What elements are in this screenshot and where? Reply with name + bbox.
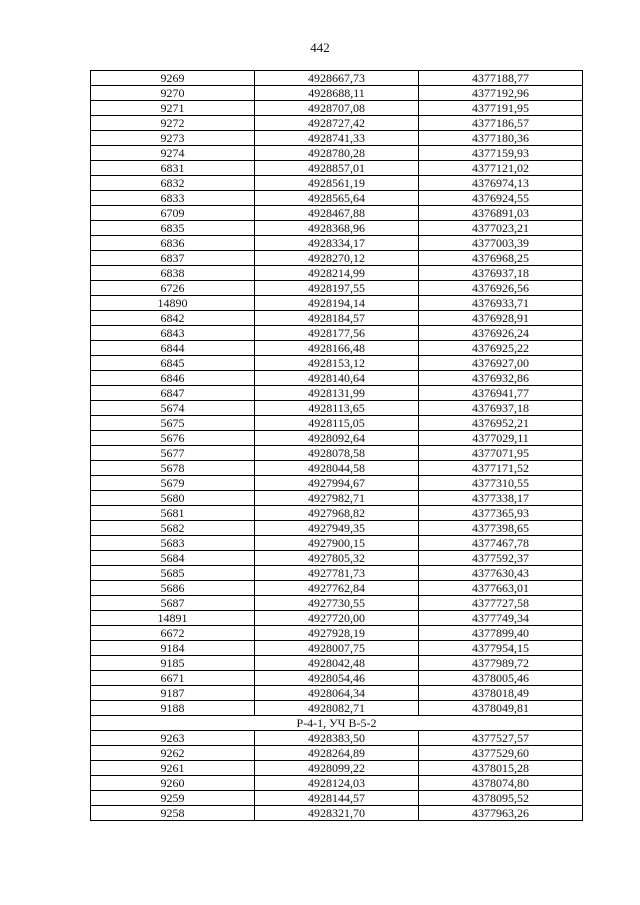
x-coordinate-cell: 4928042,48 [255, 656, 419, 671]
y-coordinate-cell: 4377727,58 [419, 596, 583, 611]
y-coordinate-cell: 4376924,55 [419, 191, 583, 206]
x-coordinate-cell: 4928334,17 [255, 236, 419, 251]
x-coordinate-cell: 4928565,64 [255, 191, 419, 206]
table-row [91, 116, 583, 131]
y-coordinate-cell: 4378074,80 [419, 776, 583, 791]
x-coordinate-cell: 4928561,19 [255, 176, 419, 191]
table-row [91, 566, 583, 581]
point-number-cell: 9272 [91, 116, 255, 131]
y-coordinate-cell: 4376937,18 [419, 266, 583, 281]
y-coordinate-cell: 4377338,17 [419, 491, 583, 506]
table-row [91, 266, 583, 281]
point-number-cell: 5684 [91, 551, 255, 566]
point-number-cell: 9269 [91, 71, 255, 86]
table-row [91, 326, 583, 341]
x-coordinate-cell: 4928078,58 [255, 446, 419, 461]
x-coordinate-cell: 4928044,58 [255, 461, 419, 476]
table-row [91, 761, 583, 776]
table-row [91, 491, 583, 506]
x-coordinate-cell: 4928467,88 [255, 206, 419, 221]
y-coordinate-cell: 4377592,37 [419, 551, 583, 566]
y-coordinate-cell: 4377749,34 [419, 611, 583, 626]
x-coordinate-cell: 4928124,03 [255, 776, 419, 791]
x-coordinate-cell: 4928321,70 [255, 806, 419, 821]
point-number-cell: 9273 [91, 131, 255, 146]
point-number-cell: 6845 [91, 356, 255, 371]
point-number-cell: 9274 [91, 146, 255, 161]
y-coordinate-cell: 4377630,43 [419, 566, 583, 581]
table-row [91, 701, 583, 716]
x-coordinate-cell: 4927781,73 [255, 566, 419, 581]
y-coordinate-cell: 4377180,36 [419, 131, 583, 146]
y-coordinate-cell: 4377529,60 [419, 746, 583, 761]
point-number-cell: 5686 [91, 581, 255, 596]
point-number-cell: 5675 [91, 416, 255, 431]
x-coordinate-cell: 4928197,55 [255, 281, 419, 296]
table-row [91, 746, 583, 761]
point-number-cell: 5685 [91, 566, 255, 581]
point-number-cell: 6832 [91, 176, 255, 191]
point-number-cell: 5678 [91, 461, 255, 476]
point-number-cell: 6838 [91, 266, 255, 281]
section-row [91, 716, 583, 731]
table-row [91, 311, 583, 326]
table-row [91, 161, 583, 176]
y-coordinate-cell: 4376926,24 [419, 326, 583, 341]
table-row [91, 641, 583, 656]
point-number-cell: 5687 [91, 596, 255, 611]
x-coordinate-cell: 4928064,34 [255, 686, 419, 701]
x-coordinate-cell: 4927968,82 [255, 506, 419, 521]
x-coordinate-cell: 4927994,67 [255, 476, 419, 491]
x-coordinate-cell: 4928264,89 [255, 746, 419, 761]
y-coordinate-cell: 4377188,77 [419, 71, 583, 86]
y-coordinate-cell: 4377527,57 [419, 731, 583, 746]
x-coordinate-cell: 4928115,05 [255, 416, 419, 431]
table-row [91, 176, 583, 191]
point-number-cell: 14891 [91, 611, 255, 626]
y-coordinate-cell: 4377192,96 [419, 86, 583, 101]
point-number-cell: 9263 [91, 731, 255, 746]
table-row [91, 626, 583, 641]
point-number-cell: 9259 [91, 791, 255, 806]
y-coordinate-cell: 4377171,52 [419, 461, 583, 476]
table-row [91, 551, 583, 566]
y-coordinate-cell: 4376891,03 [419, 206, 583, 221]
x-coordinate-cell: 4928214,99 [255, 266, 419, 281]
y-coordinate-cell: 4376968,25 [419, 251, 583, 266]
table-row [91, 206, 583, 221]
table-row [91, 101, 583, 116]
point-number-cell: 6672 [91, 626, 255, 641]
table-row [91, 446, 583, 461]
point-number-cell: 6844 [91, 341, 255, 356]
y-coordinate-cell: 4377191,95 [419, 101, 583, 116]
table-row [91, 86, 583, 101]
table-row [91, 131, 583, 146]
point-number-cell: 9261 [91, 761, 255, 776]
point-number-cell: 6847 [91, 386, 255, 401]
point-number-cell: 6837 [91, 251, 255, 266]
section-title: Р-4-1, УЧ В-5-2 [91, 716, 583, 731]
table-row [91, 581, 583, 596]
x-coordinate-cell: 4928054,46 [255, 671, 419, 686]
section-header [91, 716, 583, 731]
table-row [91, 416, 583, 431]
x-coordinate-cell: 4927730,55 [255, 596, 419, 611]
point-number-cell: 14890 [91, 296, 255, 311]
y-coordinate-cell: 4377186,57 [419, 116, 583, 131]
y-coordinate-cell: 4376952,21 [419, 416, 583, 431]
y-coordinate-cell: 4377029,11 [419, 431, 583, 446]
point-number-cell: 9262 [91, 746, 255, 761]
y-coordinate-cell: 4376925,22 [419, 341, 583, 356]
table-row [91, 221, 583, 236]
table-row [91, 71, 583, 86]
x-coordinate-cell: 4928184,57 [255, 311, 419, 326]
coordinates-table-body-a [91, 71, 583, 716]
x-coordinate-cell: 4928667,73 [255, 71, 419, 86]
y-coordinate-cell: 4378095,52 [419, 791, 583, 806]
point-number-cell: 9184 [91, 641, 255, 656]
y-coordinate-cell: 4377310,55 [419, 476, 583, 491]
point-number-cell: 5679 [91, 476, 255, 491]
y-coordinate-cell: 4376926,56 [419, 281, 583, 296]
y-coordinate-cell: 4376932,86 [419, 371, 583, 386]
point-number-cell: 6842 [91, 311, 255, 326]
x-coordinate-cell: 4928383,50 [255, 731, 419, 746]
table-row [91, 146, 583, 161]
point-number-cell: 9185 [91, 656, 255, 671]
y-coordinate-cell: 4377071,95 [419, 446, 583, 461]
x-coordinate-cell: 4928688,11 [255, 86, 419, 101]
y-coordinate-cell: 4378018,49 [419, 686, 583, 701]
table-row [91, 611, 583, 626]
point-number-cell: 5674 [91, 401, 255, 416]
point-number-cell: 6835 [91, 221, 255, 236]
x-coordinate-cell: 4927949,35 [255, 521, 419, 536]
table-row [91, 191, 583, 206]
x-coordinate-cell: 4928092,64 [255, 431, 419, 446]
x-coordinate-cell: 4927982,71 [255, 491, 419, 506]
point-number-cell: 5677 [91, 446, 255, 461]
page-number: 442 [310, 40, 330, 55]
table-row [91, 521, 583, 536]
x-coordinate-cell: 4928082,71 [255, 701, 419, 716]
y-coordinate-cell: 4376941,77 [419, 386, 583, 401]
x-coordinate-cell: 4928727,42 [255, 116, 419, 131]
y-coordinate-cell: 4377899,40 [419, 626, 583, 641]
table-row [91, 356, 583, 371]
x-coordinate-cell: 4928177,56 [255, 326, 419, 341]
point-number-cell: 6709 [91, 206, 255, 221]
table-row [91, 401, 583, 416]
x-coordinate-cell: 4928144,57 [255, 791, 419, 806]
point-number-cell: 5683 [91, 536, 255, 551]
y-coordinate-cell: 4376933,71 [419, 296, 583, 311]
point-number-cell: 5680 [91, 491, 255, 506]
point-number-cell: 6831 [91, 161, 255, 176]
point-number-cell: 6726 [91, 281, 255, 296]
y-coordinate-cell: 4377398,65 [419, 521, 583, 536]
table-row [91, 536, 583, 551]
table-row [91, 596, 583, 611]
y-coordinate-cell: 4377989,72 [419, 656, 583, 671]
point-number-cell: 6833 [91, 191, 255, 206]
y-coordinate-cell: 4376974,13 [419, 176, 583, 191]
y-coordinate-cell: 4376928,91 [419, 311, 583, 326]
y-coordinate-cell: 4377003,39 [419, 236, 583, 251]
table-row [91, 806, 583, 821]
x-coordinate-cell: 4928140,64 [255, 371, 419, 386]
x-coordinate-cell: 4928741,33 [255, 131, 419, 146]
x-coordinate-cell: 4928113,65 [255, 401, 419, 416]
table-row [91, 506, 583, 521]
point-number-cell: 6846 [91, 371, 255, 386]
x-coordinate-cell: 4928857,01 [255, 161, 419, 176]
y-coordinate-cell: 4376927,00 [419, 356, 583, 371]
table-row [91, 431, 583, 446]
point-number-cell: 5676 [91, 431, 255, 446]
table-row [91, 281, 583, 296]
y-coordinate-cell: 4377954,15 [419, 641, 583, 656]
x-coordinate-cell: 4927762,84 [255, 581, 419, 596]
table-row [91, 371, 583, 386]
table-row [91, 791, 583, 806]
x-coordinate-cell: 4928368,96 [255, 221, 419, 236]
point-number-cell: 6836 [91, 236, 255, 251]
y-coordinate-cell: 4377963,26 [419, 806, 583, 821]
x-coordinate-cell: 4928153,12 [255, 356, 419, 371]
x-coordinate-cell: 4927805,32 [255, 551, 419, 566]
x-coordinate-cell: 4928099,22 [255, 761, 419, 776]
point-number-cell: 9260 [91, 776, 255, 791]
table-row [91, 776, 583, 791]
point-number-cell: 9270 [91, 86, 255, 101]
y-coordinate-cell: 4376937,18 [419, 401, 583, 416]
x-coordinate-cell: 4927928,19 [255, 626, 419, 641]
x-coordinate-cell: 4928707,08 [255, 101, 419, 116]
table-row [91, 341, 583, 356]
point-number-cell: 6843 [91, 326, 255, 341]
point-number-cell: 9271 [91, 101, 255, 116]
x-coordinate-cell: 4928166,48 [255, 341, 419, 356]
point-number-cell: 6671 [91, 671, 255, 686]
table-row [91, 476, 583, 491]
y-coordinate-cell: 4377121,02 [419, 161, 583, 176]
table-row [91, 386, 583, 401]
y-coordinate-cell: 4378005,46 [419, 671, 583, 686]
y-coordinate-cell: 4377159,93 [419, 146, 583, 161]
table-row [91, 671, 583, 686]
table-row [91, 296, 583, 311]
point-number-cell: 5681 [91, 506, 255, 521]
x-coordinate-cell: 4928270,12 [255, 251, 419, 266]
y-coordinate-cell: 4377663,01 [419, 581, 583, 596]
x-coordinate-cell: 4928007,75 [255, 641, 419, 656]
table-row [91, 236, 583, 251]
y-coordinate-cell: 4378049,81 [419, 701, 583, 716]
x-coordinate-cell: 4928194,14 [255, 296, 419, 311]
y-coordinate-cell: 4377467,78 [419, 536, 583, 551]
table-row [91, 731, 583, 746]
y-coordinate-cell: 4377365,93 [419, 506, 583, 521]
x-coordinate-cell: 4928131,99 [255, 386, 419, 401]
point-number-cell: 9258 [91, 806, 255, 821]
table-row [91, 461, 583, 476]
coordinates-table-body-b [91, 731, 583, 821]
point-number-cell: 9188 [91, 701, 255, 716]
point-number-cell: 9187 [91, 686, 255, 701]
table-row [91, 686, 583, 701]
x-coordinate-cell: 4928780,28 [255, 146, 419, 161]
x-coordinate-cell: 4927900,15 [255, 536, 419, 551]
y-coordinate-cell: 4378015,28 [419, 761, 583, 776]
table-row [91, 656, 583, 671]
table-row [91, 251, 583, 266]
y-coordinate-cell: 4377023,21 [419, 221, 583, 236]
coordinates-table [90, 70, 583, 821]
x-coordinate-cell: 4927720,00 [255, 611, 419, 626]
point-number-cell: 5682 [91, 521, 255, 536]
